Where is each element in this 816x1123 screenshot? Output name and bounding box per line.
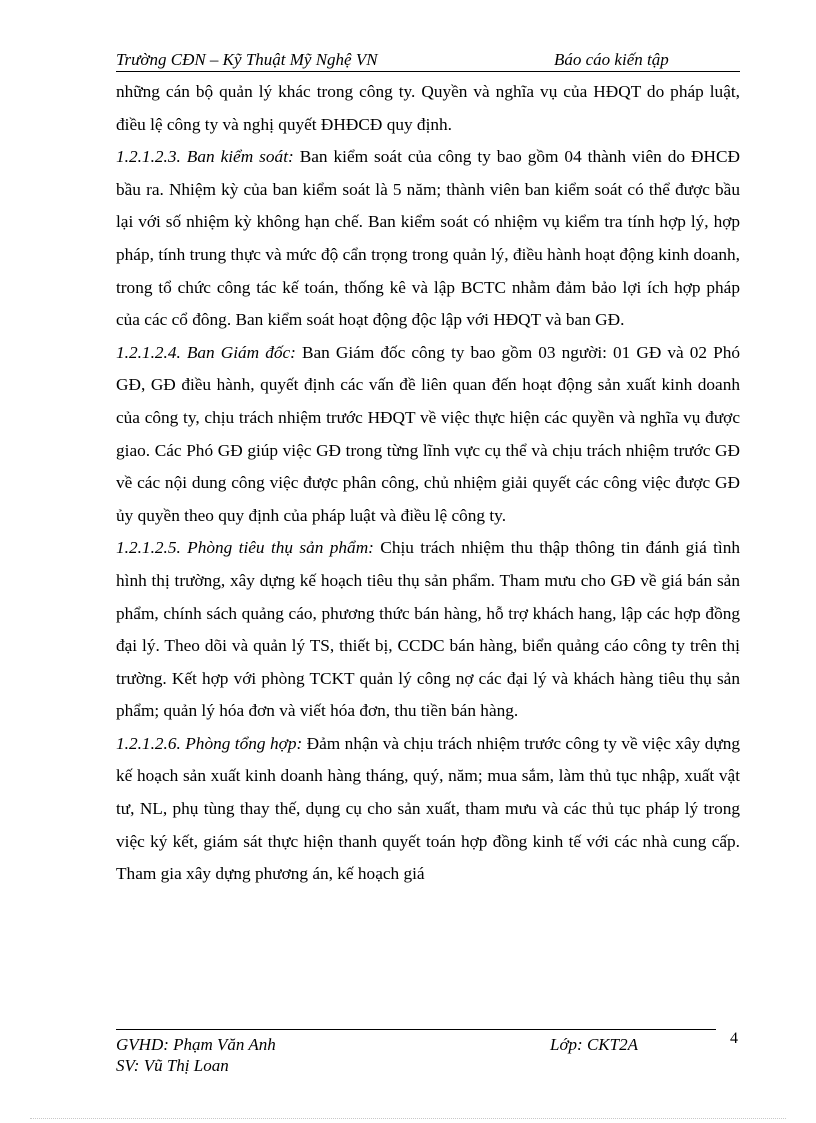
page-header — [116, 49, 740, 72]
paragraph-text: Ban Giám đốc công ty bao gồm 03 người: 01 GĐ và 02 Phó GĐ, GĐ điều hành, quyết định các vấn đề liên quan đến hoạt động sản xuất kinh doanh của công ty, chịu trách nhiệm trước HĐQT về việc thực hiện các quyền và nghĩa vụ được giao. Các Phó GĐ giúp việc GĐ trong từng lĩnh vực cụ thể và chịu trách nhiệm trước GĐ về các nội dung công việc được phân công, chủ nhiệm giải quyết các công việc được GĐ ủy quyền theo quy định của pháp luật và điều lệ công ty. — [116, 342, 740, 525]
footer-instructor: GVHD: Phạm Văn Anh — [116, 1035, 276, 1054]
footer-student: SV: Vũ Thị Loan — [116, 1056, 229, 1075]
section-label: 1.2.1.2.4. Ban Giám đốc: — [116, 342, 296, 362]
header-report-type: Báo cáo kiến tập — [554, 50, 669, 69]
page-number: 4 — [730, 1030, 738, 1047]
paragraph-text: những cán bộ quản lý khác trong công ty. Quyền và nghĩa vụ của HĐQT do pháp luật, điều lệ công ty và nghị quyết ĐHĐCĐ quy định. — [116, 82, 740, 134]
header-school-name: Trường CĐN – Kỹ Thuật Mỹ Nghệ VN — [116, 50, 378, 69]
paragraph-ban-kiem-soat — [116, 141, 740, 337]
footer-class: Lớp: CKT2A — [550, 1035, 638, 1054]
paragraph-text: Đảm nhận và chịu trách nhiệm trước công ty về việc xây dựng kế hoạch sản xuất kinh doanh hàng tháng, quý, năm; mua sắm, làm thủ tục nhập, xuất vật tư, NL, phụ tùng thay thế, dụng cụ cho sản xuất, tham mưu và các thủ tục pháp lý trong việc ký kết, giám sát thực hiện thanh quyết toán hợp đồng kinh tế với các nhà cung cấp. Tham gia xây dựng phương án, kế hoạch giá — [116, 733, 740, 884]
paragraph-ban-giam-doc — [116, 337, 740, 533]
paragraph-phong-tong-hop — [116, 728, 740, 891]
footer-divider — [116, 1029, 716, 1030]
page-bottom-edge — [30, 1118, 786, 1119]
section-label: 1.2.1.2.5. Phòng tiêu thụ sản phẩm: — [116, 538, 374, 558]
paragraph-text: Chịu trách nhiệm thu thập thông tin đánh giá tình hình thị trường, xây dựng kế hoạch tiêu thụ sản phẩm. Tham mưu cho GĐ về giá bán sản phẩm, chính sách quảng cáo, phương thức bán hàng, hỗ trợ khách hang, lập các hợp đồng đại lý. Theo dõi và quản lý TS, thiết bị, CCDC bán hàng, biển quảng cáo công ty trên thị trường. Kết hợp với phòng TCKT quản lý công nợ các đại lý và khách hàng tiêu thụ sản phẩm; quản lý hóa đơn và viết hóa đơn, thu tiền bán hàng. — [116, 538, 741, 721]
section-label: 1.2.1.2.3. Ban kiểm soát: — [116, 147, 294, 167]
paragraph-text: Ban kiểm soát của công ty bao gồm 04 thành viên do ĐHCĐ bầu ra. Nhiệm kỳ của ban kiểm soát là 5 năm; thành viên ban kiểm soát có thể được bầu lại với số nhiệm kỳ không hạn chế. Ban kiểm soát có nhiệm vụ kiểm tra tính hợp lý, hợp pháp, tính trung thực và mức độ cẩn trọng trong quản lý, điều hành hoạt động kinh doanh, trong tổ chức công tác kế toán, thống kê và lập BCTC nhằm đảm bảo lợi ích hợp pháp của các cổ đông. Ban kiểm soát hoạt động độc lập với HĐQT và ban GĐ. — [116, 147, 740, 330]
paragraph-phong-tieu-thu — [116, 532, 740, 728]
paragraph-hdqt-continuation — [116, 76, 740, 141]
document-body — [116, 76, 740, 891]
section-label: 1.2.1.2.6. Phòng tổng hợp: — [116, 733, 303, 753]
